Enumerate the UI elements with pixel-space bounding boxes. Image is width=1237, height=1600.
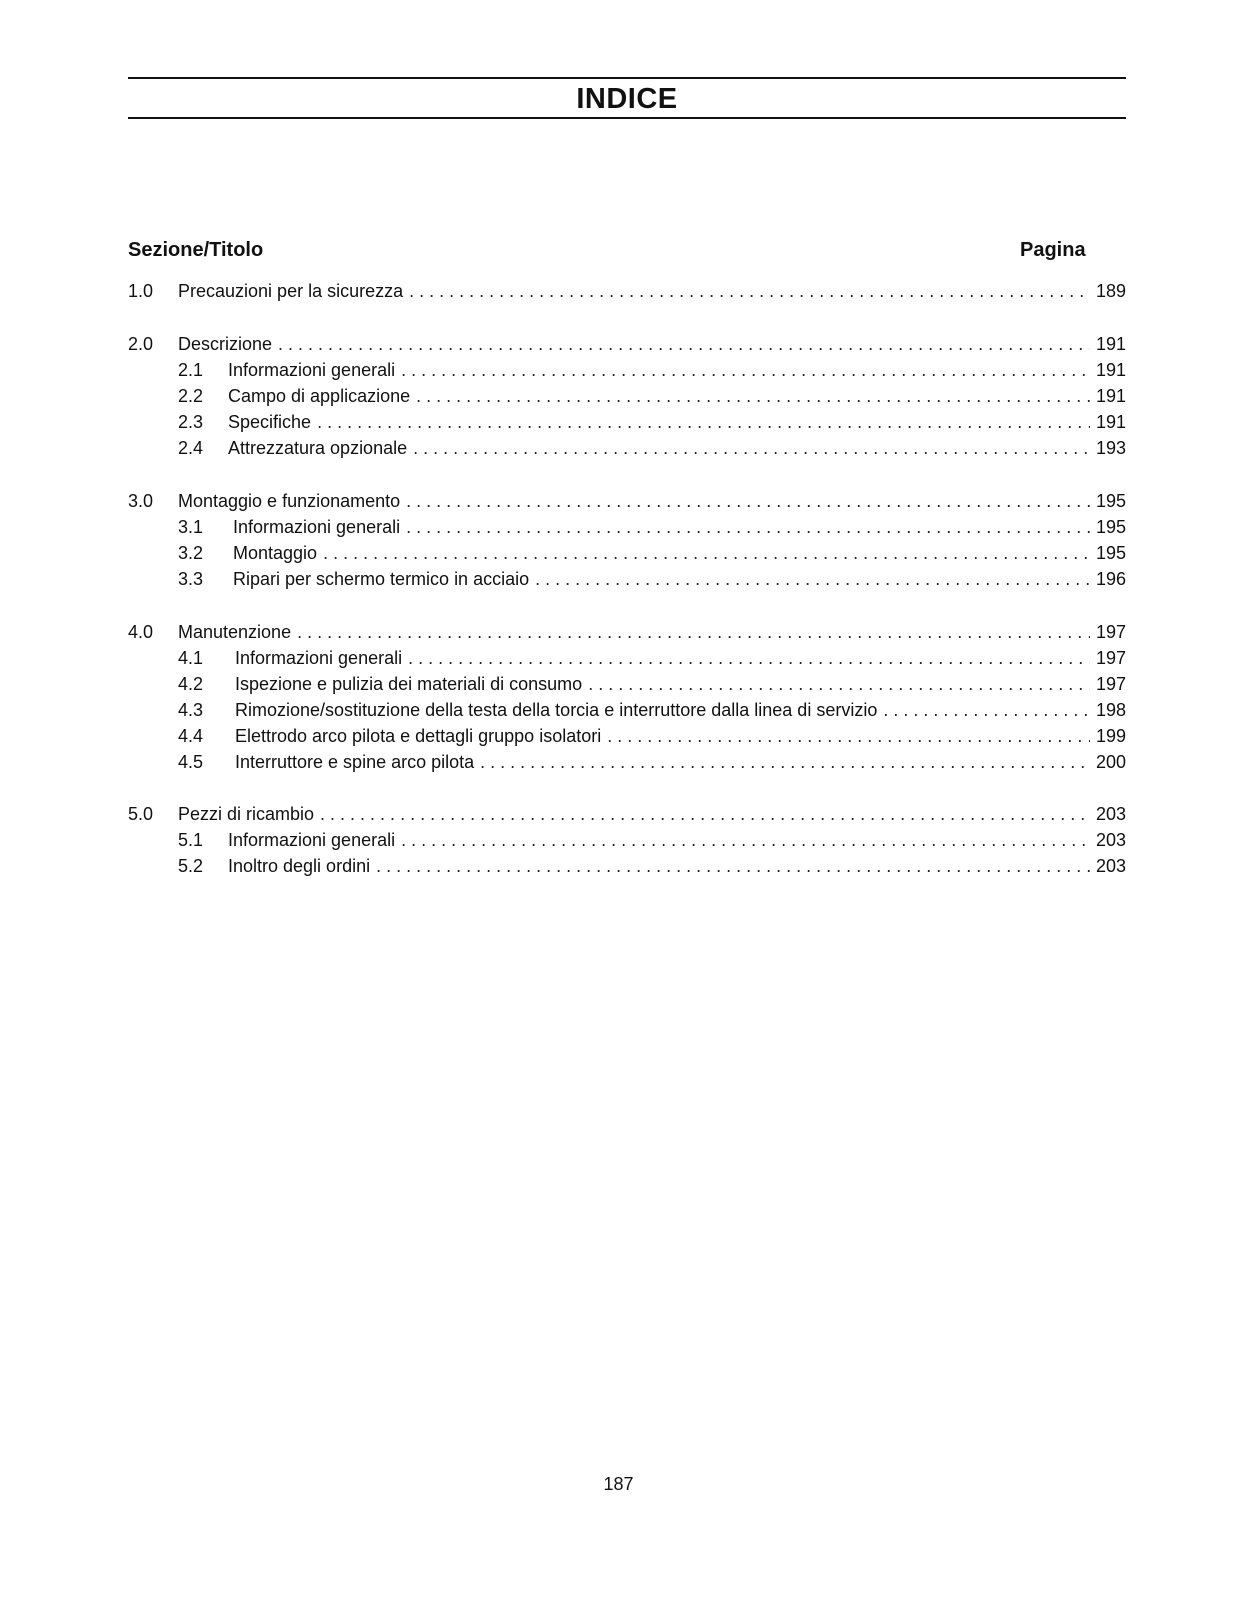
toc-entry-title: Inoltro degli ordini bbox=[228, 853, 376, 879]
toc-entry-number: 4.1 bbox=[178, 648, 204, 668]
toc-entry-number: 4.4 bbox=[178, 726, 204, 746]
toc-entry-title: Attrezzatura opzionale bbox=[228, 435, 413, 461]
toc-entry-page: 203 bbox=[1095, 830, 1126, 850]
toc-entry-number: 5.0 bbox=[128, 804, 154, 824]
toc-entry-number: 4.0 bbox=[128, 622, 154, 642]
toc-entry-page: 200 bbox=[1095, 752, 1126, 772]
toc-entry-title: Informazioni generali bbox=[235, 645, 408, 671]
toc-dot-leader bbox=[416, 383, 1090, 409]
toc-entry-number: 2.1 bbox=[178, 360, 204, 380]
toc-entry-title: Ripari per schermo termico in acciaio bbox=[233, 566, 535, 592]
toc-entry-title: Descrizione bbox=[178, 331, 278, 357]
toc-entry-title: Specifiche bbox=[228, 409, 317, 435]
toc-entry-number: 2.4 bbox=[178, 438, 204, 458]
toc-entry-page: 191 bbox=[1095, 412, 1126, 432]
toc-entry-page: 198 bbox=[1095, 700, 1126, 720]
toc-entry[interactable] bbox=[178, 540, 1126, 566]
toc-entry-page: 195 bbox=[1095, 543, 1126, 563]
toc-entry[interactable] bbox=[128, 331, 1126, 357]
toc-dot-leader bbox=[320, 801, 1090, 827]
toc-entry[interactable] bbox=[128, 619, 1126, 645]
toc-dot-leader bbox=[401, 357, 1090, 383]
toc-entry-number: 4.5 bbox=[178, 752, 204, 772]
toc-entry-number: 4.2 bbox=[178, 674, 204, 694]
toc-entry-page: 197 bbox=[1095, 622, 1126, 642]
toc-entry[interactable] bbox=[178, 514, 1126, 540]
toc-entry[interactable] bbox=[178, 357, 1126, 383]
toc-entry-number: 1.0 bbox=[128, 281, 154, 301]
toc-dot-leader bbox=[401, 827, 1090, 853]
toc-dot-leader bbox=[535, 566, 1090, 592]
toc-dot-leader bbox=[883, 697, 1090, 723]
toc-entry-title: Precauzioni per la sicurezza bbox=[178, 278, 409, 304]
toc-entry-number: 5.2 bbox=[178, 856, 204, 876]
toc-entry[interactable] bbox=[178, 435, 1126, 461]
toc-entry-title: Informazioni generali bbox=[228, 827, 401, 853]
toc-entry-page: 189 bbox=[1095, 281, 1126, 301]
toc-dot-leader bbox=[480, 749, 1090, 775]
toc-entry-number: 3.0 bbox=[128, 491, 154, 511]
toc-entry-number: 2.2 bbox=[178, 386, 204, 406]
toc-entry[interactable] bbox=[178, 697, 1126, 723]
toc-entry-number: 3.2 bbox=[178, 543, 204, 563]
title-banner bbox=[128, 77, 1126, 119]
toc-dot-leader bbox=[376, 853, 1090, 879]
toc-dot-leader bbox=[323, 540, 1090, 566]
toc-dot-leader bbox=[278, 331, 1090, 357]
page-number: 187 bbox=[603, 1474, 634, 1494]
toc-entry-number: 2.3 bbox=[178, 412, 204, 432]
toc-entry-title: Campo di applicazione bbox=[228, 383, 416, 409]
column-header-section: Sezione/Titolo bbox=[128, 239, 264, 261]
toc-entry-title: Pezzi di ricambio bbox=[178, 801, 320, 827]
toc-entry-number: 5.1 bbox=[178, 830, 204, 850]
toc-entry-title: Elettrodo arco pilota e dettagli gruppo isolatori bbox=[235, 723, 607, 749]
toc-entry-title: Rimozione/sostituzione della testa della torcia e interruttore dalla linea di servizio bbox=[235, 697, 883, 723]
toc-entry-title: Ispezione e pulizia dei materiali di consumo bbox=[235, 671, 588, 697]
toc-entry-title: Manutenzione bbox=[178, 619, 297, 645]
toc-entry[interactable] bbox=[178, 671, 1126, 697]
toc-entry-page: 197 bbox=[1095, 674, 1126, 694]
toc-entry-page: 195 bbox=[1095, 491, 1126, 511]
toc-entry[interactable] bbox=[128, 801, 1126, 827]
toc-entry[interactable] bbox=[178, 383, 1126, 409]
toc-entry-number: 3.3 bbox=[178, 569, 204, 589]
toc-entry[interactable] bbox=[178, 566, 1126, 592]
toc-entry[interactable] bbox=[178, 409, 1126, 435]
toc-dot-leader bbox=[406, 514, 1090, 540]
toc-entry-page: 197 bbox=[1095, 648, 1126, 668]
toc-dot-leader bbox=[406, 488, 1090, 514]
toc-entry-number: 2.0 bbox=[128, 334, 154, 354]
toc-dot-leader bbox=[607, 723, 1090, 749]
toc-dot-leader bbox=[408, 645, 1090, 671]
toc-entry[interactable] bbox=[178, 827, 1126, 853]
toc-entry-page: 195 bbox=[1095, 517, 1126, 537]
toc-entry-page: 203 bbox=[1095, 804, 1126, 824]
column-header-page: Pagina bbox=[1020, 239, 1086, 261]
page-title: INDICE bbox=[576, 83, 678, 115]
toc-entry-title: Montaggio bbox=[233, 540, 323, 566]
toc-dot-leader bbox=[317, 409, 1090, 435]
toc-entry-page: 193 bbox=[1095, 438, 1126, 458]
toc-entry-number: 3.1 bbox=[178, 517, 204, 537]
toc-entry-number: 4.3 bbox=[178, 700, 204, 720]
toc-entry-page: 203 bbox=[1095, 856, 1126, 876]
toc-entry-page: 199 bbox=[1095, 726, 1126, 746]
toc-entry-page: 191 bbox=[1095, 334, 1126, 354]
toc-dot-leader bbox=[297, 619, 1090, 645]
toc-entry[interactable] bbox=[178, 645, 1126, 671]
toc-entry-title: Informazioni generali bbox=[228, 357, 401, 383]
toc-entry[interactable] bbox=[128, 278, 1126, 304]
toc-entry[interactable] bbox=[178, 723, 1126, 749]
toc-entry-page: 191 bbox=[1095, 386, 1126, 406]
toc-entry[interactable] bbox=[178, 853, 1126, 879]
toc-dot-leader bbox=[588, 671, 1090, 697]
toc-dot-leader bbox=[413, 435, 1090, 461]
toc-entry-title: Interruttore e spine arco pilota bbox=[235, 749, 480, 775]
toc-entry-title: Informazioni generali bbox=[233, 514, 406, 540]
toc-entry-title: Montaggio e funzionamento bbox=[178, 488, 406, 514]
toc-entry-page: 196 bbox=[1095, 569, 1126, 589]
toc-entry[interactable] bbox=[128, 488, 1126, 514]
toc-entry[interactable] bbox=[178, 749, 1126, 775]
toc-entry-page: 191 bbox=[1095, 360, 1126, 380]
toc-dot-leader bbox=[409, 278, 1090, 304]
